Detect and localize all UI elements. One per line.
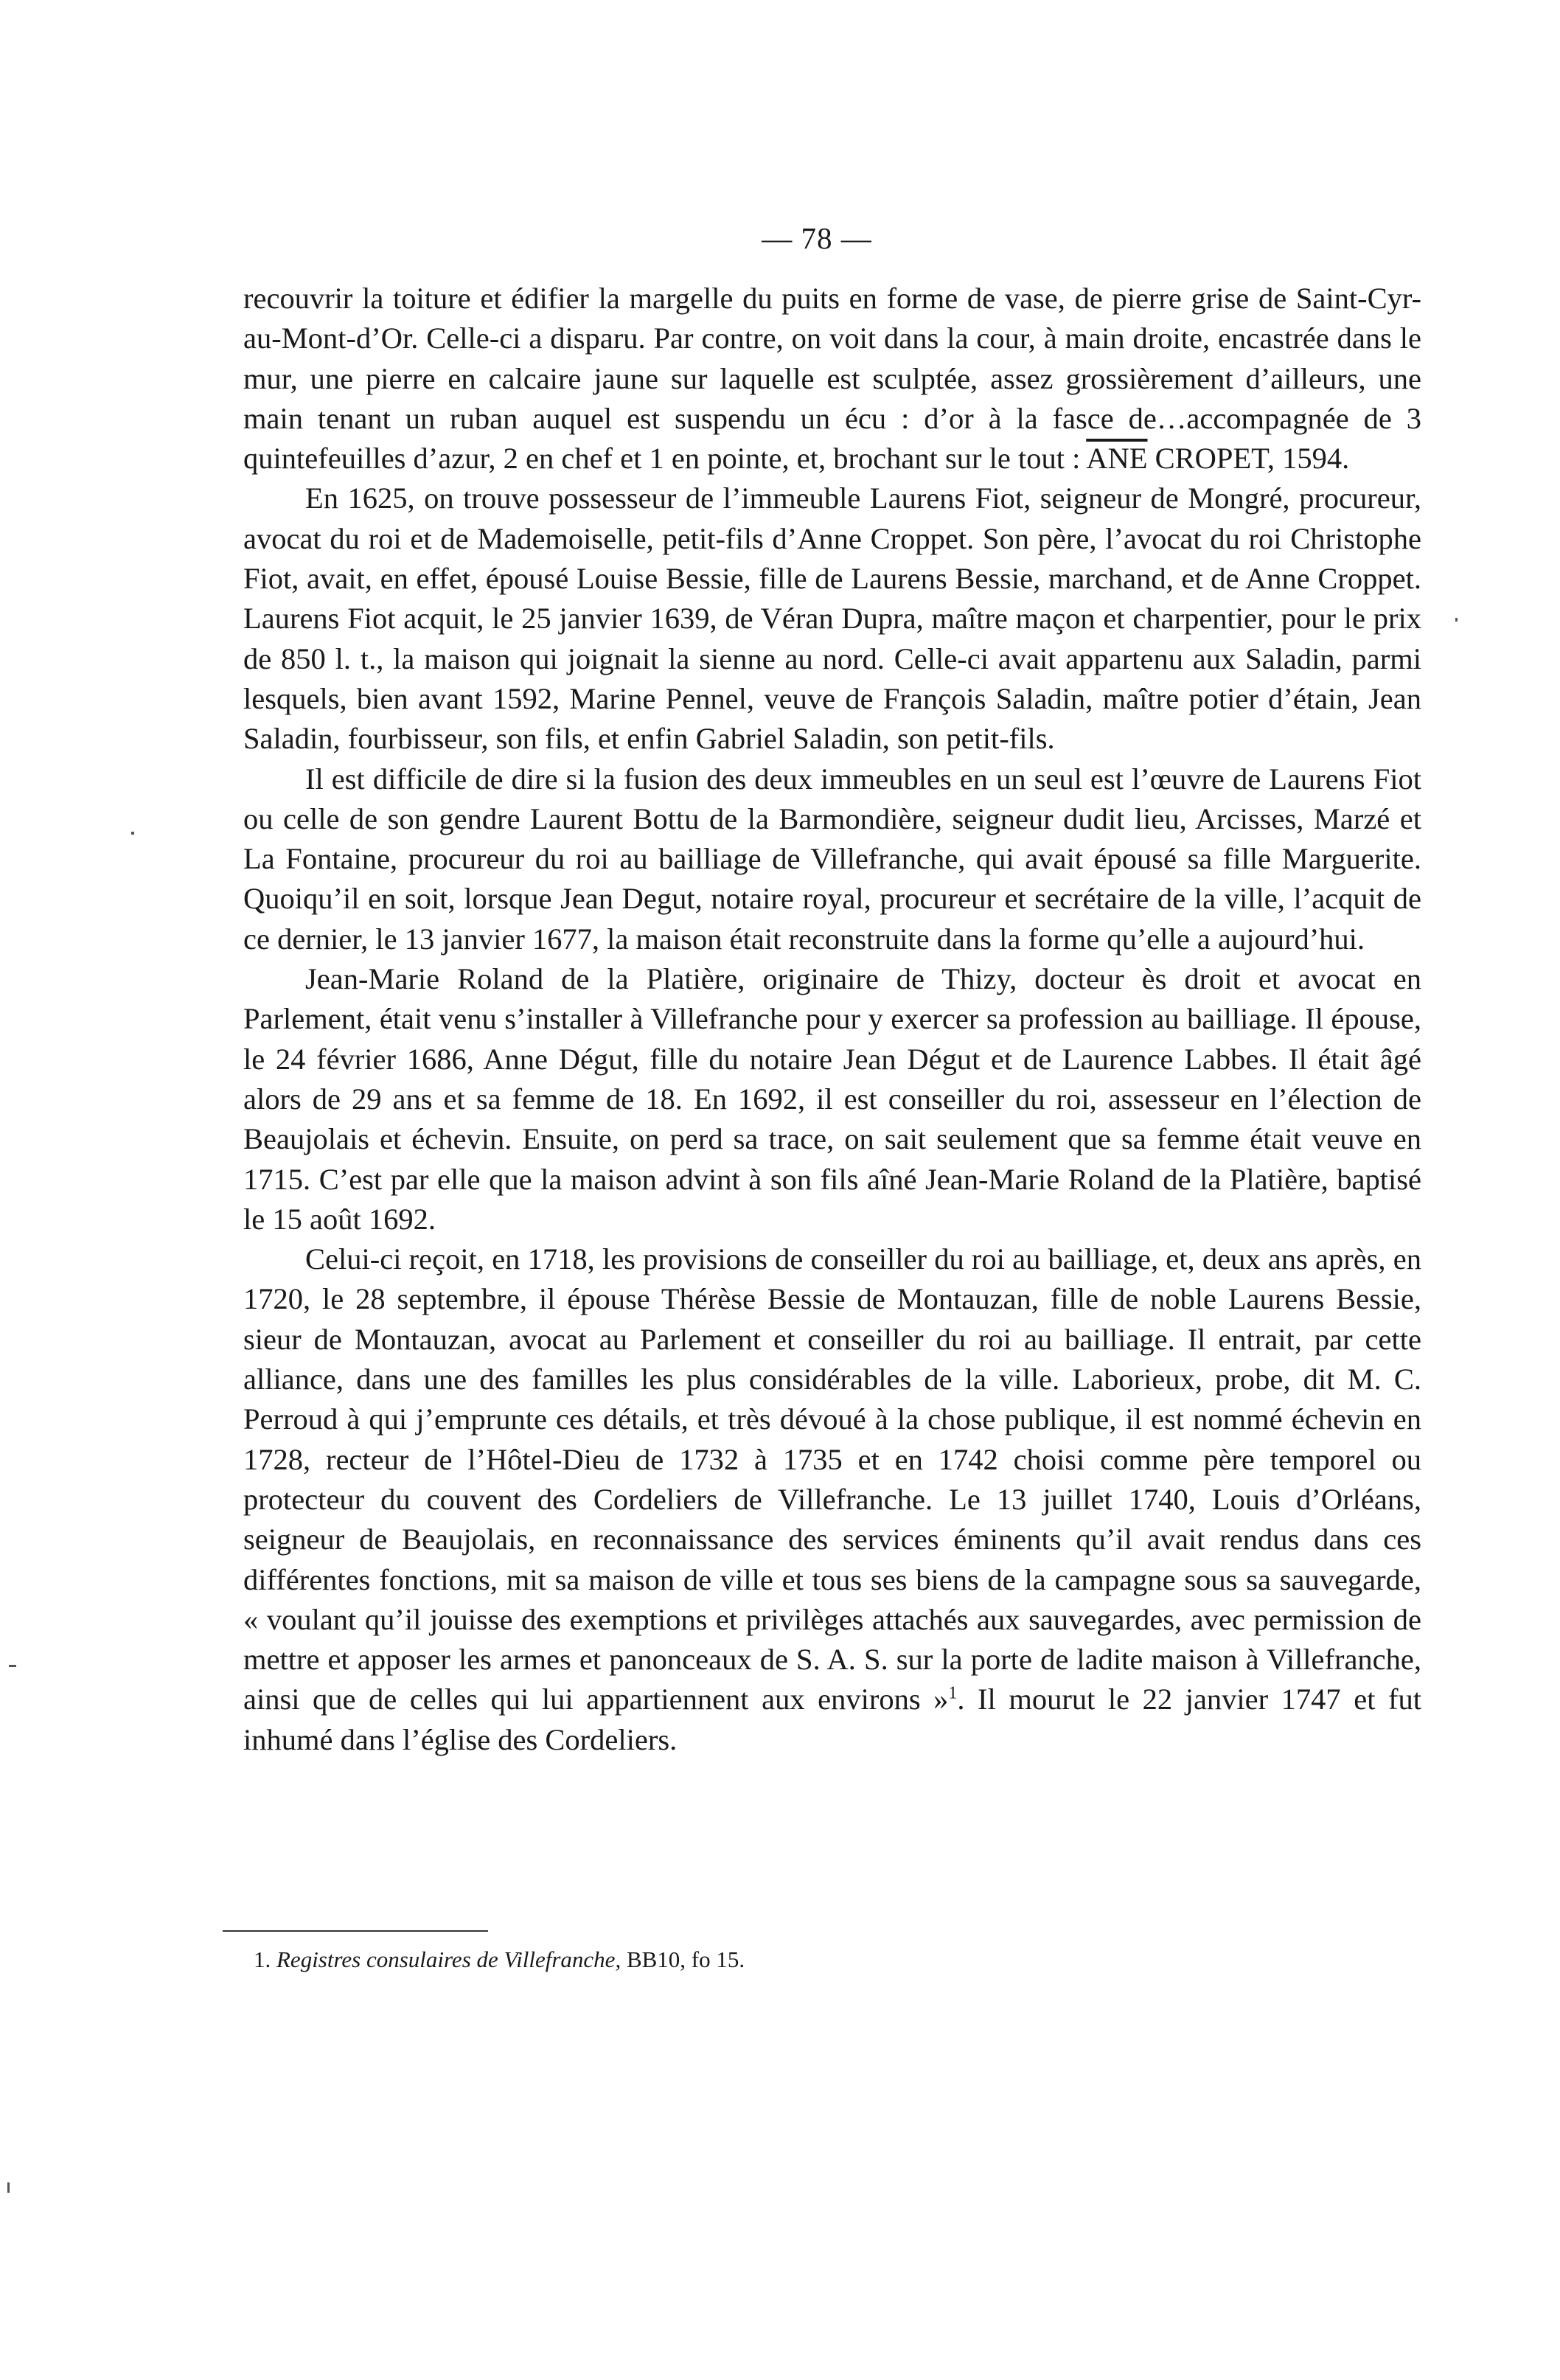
margin-speck (1455, 618, 1458, 622)
footnote-number: 1. (254, 1946, 271, 1972)
body-text (243, 279, 1421, 1760)
paragraph-3: Il est difficile de dire si la fusion des deux immeubles en un seul est l’œuvre de Laurens Fiot ou celle de son gendre Laurent Bottu de la Barmondière, seigneur dudit lieu, Arcisses, Marzé et La Fontaine, procureur du roi au bailliage de Villefranche, qui avait épousé sa fille Marguerite. Quoiqu’il en soit, lorsque Jean Degut, notaire royal, procureur et secrétaire de la ville, l’acquit de ce dernier, le 13 janvier 1677, la maison était reconstruite dans la forme qu’elle a aujourd’hui. (243, 762, 1421, 956)
footnote-separator (223, 1930, 488, 1932)
paragraph-1-text-end: CROPET, 1594. (1147, 442, 1350, 476)
footnote-reference-text: BB10, fo 15. (626, 1946, 745, 1972)
paragraph-1-text: recouvrir la toiture et édifier la margelle du puits en forme de vase, de pierre grise de Saint-Cyr-au-Mont-d’Or. Celle-ci a disparu. Par contre, on voit dans la cour, à main droite, encastrée dans le mur, une pierre en calcaire jaune sur laquelle est sculptée, assez grossièrement d’ailleurs, une main tenant un ruban auquel est suspendu un écu : d’or à la fasce de…accompagnée de 3 quintefeuilles d’azur, 2 en chef et 1 en pointe, et, brochant sur le tout : (243, 282, 1421, 476)
margin-speck (9, 1665, 16, 1667)
footnote (254, 1944, 1286, 1976)
paragraph-2: En 1625, on trouve possesseur de l’immeuble Laurens Fiot, seigneur de Mongré, procureur, avocat du roi et de Mademoiselle, petit-fils d’Anne Croppet. Son père, l’avocat du roi Christophe Fiot, avait, en effet, épousé Louise Bessie, fille de Laurens Bessie, marchand, et de Anne Croppet. Laurens Fiot acquit, le 25 janvier 1639, de Véran Dupra, maître maçon et charpentier, pour le prix de 850 l. t., la maison qui joignait la sienne au nord. Celle-ci avait appartenu aux Saladin, parmi lesquels, bien avant 1592, Marine Pennel, veuve de François Saladin, maître potier d’étain, Jean Saladin, fourbisseur, son fils, et enfin Gabriel Saladin, son petit-fils. (243, 481, 1421, 756)
paragraph-5 (243, 1239, 1421, 1760)
paragraph-4: Jean-Marie Roland de la Platière, originaire de Thizy, docteur ès droit et avocat en Parlement, était venu s’installer à Villefranche pour y exercer sa profession au bailliage. Il épouse, le 24 février 1686, Anne Dégut, fille du notaire Jean Dégut et de Laurence Labbes. Il était âgé alors de 29 ans et sa femme de 18. En 1692, il est conseiller du roi, assesseur en l’élection de Beaujolais et échevin. Ensuite, on perd sa trace, on sait seulement que sa femme était veuve en 1715. C’est par elle que la maison advint à son fils aîné Jean-Marie Roland de la Platière, baptisé le 15 août 1692. (243, 962, 1421, 1236)
page-number: — 78 — (762, 221, 872, 255)
paragraph-1 (243, 279, 1421, 479)
margin-speck (131, 832, 134, 835)
footnote-reference: 1 (948, 1683, 958, 1703)
footnote-title: Registres consulaires de Villefranche, (276, 1946, 621, 1972)
margin-speck (7, 2182, 10, 2193)
abbreviation-mark: $\overline{ANE}$ (1086, 442, 1148, 476)
paragraph-5-text-end: . Il mourut le 22 janvier 1747 et fut inhumé dans l’église des Cordeliers. (243, 1683, 1421, 1756)
paragraph-5-text: Celui-ci reçoit, en 1718, les provisions de conseiller du roi au bailliage, et, deux ans après, en 1720, le 28 septembre, il épouse Thérèse Bessie de Montauzan, fille de noble Laurens Bessie, sieur de Montauzan, avocat au Parlement et conseiller du roi au bailliage. Il entrait, par cette alliance, dans une des familles les plus considérables de la ville. Laborieux, probe, dit M. C. Perroud à qui j’emprunte ces détails, et très dévoué à la chose publique, il est nommé échevin en 1728, recteur de l’Hôtel-Dieu de 1732 à 1735 et en 1742 choisi comme père temporel ou protecteur du couvent des Cordeliers de Villefranche. Le 13 juillet 1740, Louis d’Orléans, seigneur de Beaujolais, en reconnaissance des services éminents qu’il avait rendus dans ces différentes fonctions, mit sa maison de ville et tous ses biens de la campagne sous sa sauvegarde, « voulant qu’il jouisse des exemptions et privilèges attachés aux sauvegardes, avec permission de mettre et apposer les armes et panonceaux de S. A. S. sur la porte de ladite maison à Villefranche, ainsi que de celles qui lui appartiennent aux environs » (243, 1242, 1421, 1716)
